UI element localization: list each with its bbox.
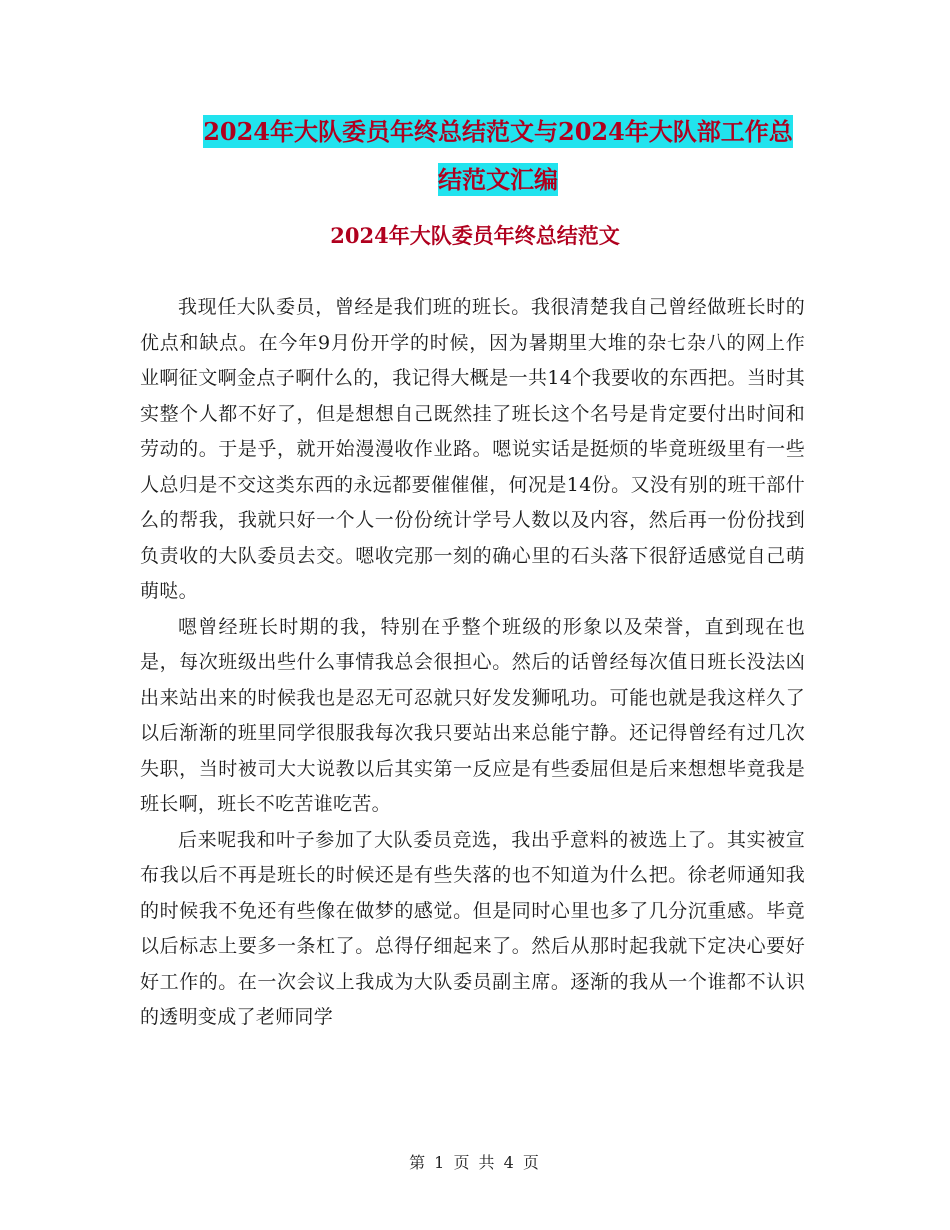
paragraph: 我现任大队委员，曾经是我们班的班长。我很清楚我自己曾经做班长时的优点和缺点。在今年9月份开学的时候，因为暑期里大堆的杂七杂八的网上作业啊征文啊金点子啊什么的，我记得大概是一共14个我要收的东西把。当时其实整个人都不好了，但是想想自己既然挂了班长这个名号是肯定要付出时间和劳动的。于是乎，就开始漫漫收作业路。嗯说实话是挺烦的毕竟班级里有一些人总归是不交这类东西的永远都要催催催，何况是14份。又没有别的班干部什么的帮我，我就只好一个人一份份统计学号人数以及内容，然后再一份份找到负责收的大队委员去交。嗯收完那一刻的确心里的石头落下很舒适感觉自己萌萌哒。 [140, 296, 805, 602]
title-line-2: 结范文汇编 [438, 165, 558, 194]
page-footer: 第 1 页 共 4 页 [409, 1153, 541, 1172]
section-title: 2024年大队委员年终总结范文 [330, 223, 620, 248]
paragraph: 嗯曾经班长时期的我，特别在乎整个班级的形象以及荣誉，直到现在也是，每次班级出些什么事情我总会很担心。然后的话曾经每次值日班长没法凶出来站出来的时候我也是忍无可忍就只好发发狮吼功。可能也就是我这样久了以后渐渐的班里同学很服我每次我只要站出来总能宁静。还记得曾经有过几次失职，当时被司大大说教以后其实第一反应是有些委屈但是后来想想毕竟我是班长啊，班长不吃苦谁吃苦。 [140, 615, 805, 815]
document-title [140, 108, 856, 204]
title-line-1: 2024年大队委员年终总结范文与2024年大队部工作总 [203, 117, 793, 146]
paragraph: 后来呢我和叶子参加了大队委员竞选，我出乎意料的被选上了。其实被宣布我以后不再是班长的时候还是有些失落的也不知道为什么把。徐老师通知我的时候我不免还有些像在做梦的感觉。但是同时心里也多了几分沉重感。毕竟以后标志上要多一条杠了。总得仔细起来了。然后从那时起我就下定决心要好好工作的。在一次会议上我成为大队委员副主席。逐渐的我从一个谁都不认识的透明变成了老师同学 [140, 828, 805, 1028]
document-body [140, 290, 805, 1036]
